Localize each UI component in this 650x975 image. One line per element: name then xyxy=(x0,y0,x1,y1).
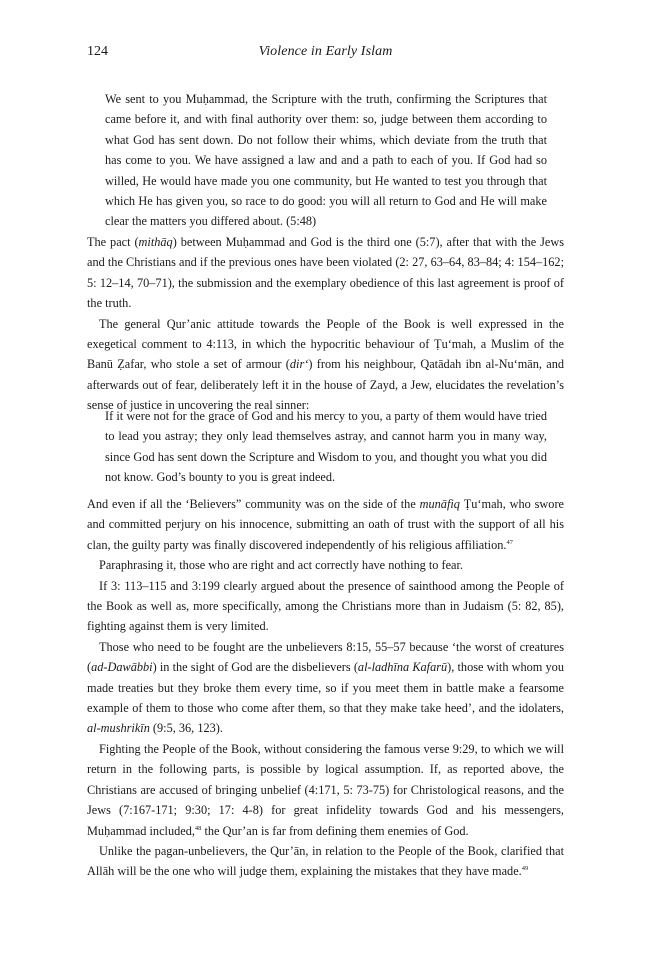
text-run: The general Qur’anic attitude towards the People of the Book is well expressed in the exegetical comment to 4:113, in which the hypocritic behaviour of Ṭu‘mah, a Muslim of the Banū Ẓafar, who stole a set of armour ( xyxy=(87,316,564,372)
text-run: Fighting the People of the Book, without considering the famous verse 9:29, to which we will return in the following parts, is possible by logical assumption. If, as reported above, the Christians are accused of bringing unbelief (4:171, 5: 73-75) for Christological reasons, and the Jews (7:167-171; 9:30; 17: 4-8) for great infidelity towards God and his messengers, Muḥammad included, xyxy=(87,741,564,838)
text-run: Unlike the pagan-unbelievers, the Qur’ān, in relation to the People of the Book, clarified that Allāh will be the one who will judge them, explaining the mistakes that they have made. xyxy=(87,843,564,879)
text-run: ) between Muḥammad and God is the third one (5:7), after that with the Jews and the Christians and if the previous ones have been violated (2: 27, 63–64, 83–84; 4: 154–162; 5: 12–14, 70–71), the submission and the exemplary obedience of this last agreement is proof of the truth. xyxy=(87,235,564,311)
text-run: ) in the sight of God are the disbelievers ( xyxy=(152,660,358,675)
text-run: (9:5, 36, 123). xyxy=(149,721,223,736)
text-run: ) from his neighbour, Qatādah ibn al-Nu‘mān, and afterwards out of fear, deliberately left it in the house of Zayd, a Jew, elucidates the revelation’s sense of justice in uncovering the real sinner: xyxy=(87,357,564,413)
term-munafiq: munāfiq xyxy=(419,497,460,511)
term-al-ladhina-kafaru: al-ladhīna Kafarū xyxy=(357,660,448,675)
text-run: And even if all the ‘Believers” community was on the side of the xyxy=(87,497,420,511)
paragraph-fighting xyxy=(87,739,564,841)
quote-text: We sent to you Muḥammad, the Scripture with the truth, confirming the Scriptures that came before it, and with final authority over them: so, judge between them according to what God has sent down. Do not follow their whims, which deviate from the truth that has come to you. We have assigned a law and and a path to each of you. If God had so willed, He would have made you one community, but He wanted to test you through that which He has given you, so race to do good: you will all return to God and He will make clear the matters you differed about. (5:48) xyxy=(105,92,547,229)
text-run: Ṭu‘mah, who swore and committed perjury on his innocence, submitting an oath of trust with the support of all his clan, the guilty party was finally discovered independently of his religious affiliation. xyxy=(87,497,564,552)
footnote-ref-49[interactable]: 49 xyxy=(521,865,529,873)
block-quote-5-48 xyxy=(105,89,547,232)
paragraph-believers xyxy=(87,494,564,555)
quote-text: If it were not for the grace of God and his mercy to you, a party of them would have tried to lead you astray; they only lead themselves astray, and cannot harm you in many way, since God has sent down the Scripture and Wisdom to you, and thought you what you did not know. God’s bounty to you is great indeed. xyxy=(105,409,547,485)
block-quote-4-113 xyxy=(105,406,547,488)
running-head xyxy=(87,44,564,64)
footnote-ref-48[interactable]: 48 xyxy=(194,824,202,832)
text-run: ), those with whom you made treaties but they broke them every time, so if you meet them in battle make a fearsome example of them to those who come after them, so that they make take heed’, and the idolaters, xyxy=(87,660,564,716)
paragraph-sainthood: If 3: 113–115 and 3:199 clearly argued about the presence of sainthood among the People of the Book as well as, more specifically, among the Christians more than in Judaism (5: 82, 85), fighting against them is very limited. xyxy=(87,578,564,634)
body-text-upper xyxy=(87,232,564,416)
term-dir: dir‘ xyxy=(289,357,309,372)
term-mithaq: mithāq xyxy=(138,235,173,249)
text-run: the Qur’an is far from defining them enemies of God. xyxy=(201,823,469,838)
paragraph-paraphrasing: Paraphrasing it, those who are right and act correctly have nothing to fear. xyxy=(99,558,464,573)
paragraph-attitude xyxy=(87,314,564,416)
page-number: 124 xyxy=(87,44,108,59)
paragraph-pact xyxy=(87,232,564,314)
body-text-lower xyxy=(87,494,564,882)
text-run: Those who need to be fought are the unbelievers 8:15, 55–57 because ‘the worst of creatures ( xyxy=(87,639,564,675)
paragraph-pagan xyxy=(87,841,564,882)
paragraph-unbelievers xyxy=(87,637,564,739)
term-ad-dawabbi: ad-Dawābbi xyxy=(91,660,153,675)
term-al-mushrikin: al-mushrikīn xyxy=(87,721,150,736)
running-title: Violence in Early Islam xyxy=(258,44,393,59)
text-run: The pact ( xyxy=(87,235,139,249)
footnote-ref-47[interactable]: 47 xyxy=(506,538,513,546)
